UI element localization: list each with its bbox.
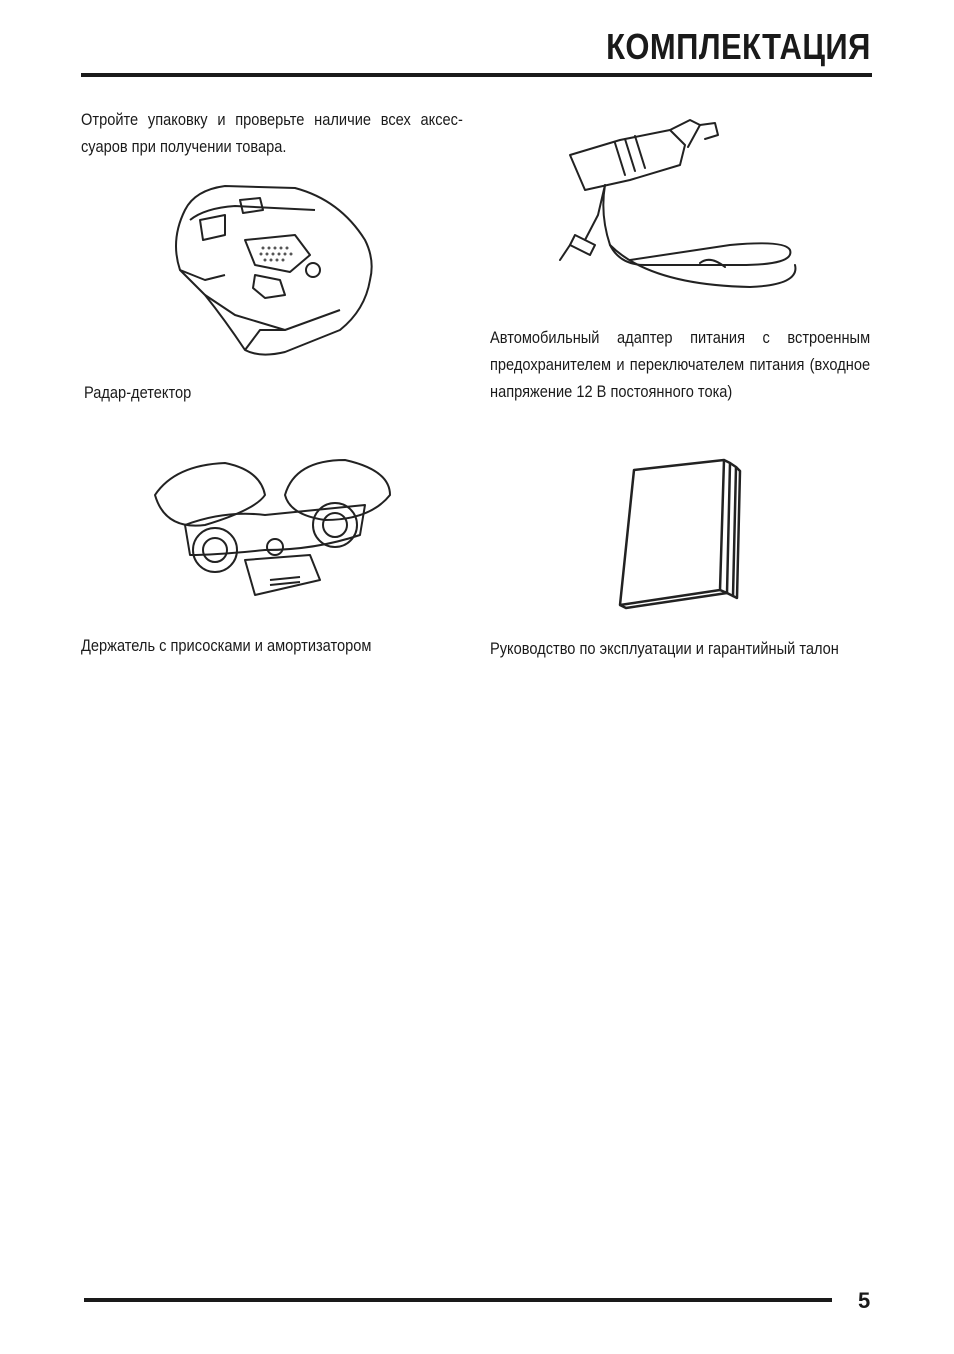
- intro-text: Отройте упаковку и проверьте наличие всех аксес-суаров при получении товара.: [81, 110, 463, 156]
- radar-detector-label: Радар-детектор: [84, 383, 192, 402]
- car-adapter-label: Автомобильный адаптер питания с встроенным предохранителем и переключателем питания (входное напряжение 12 В постоянного тока): [490, 328, 871, 401]
- radar-detector-illustration: [165, 180, 380, 360]
- page-number: 5: [858, 1288, 871, 1313]
- page-title: КОМПЛЕКТАЦИЯ: [606, 26, 871, 67]
- car-adapter-illustration: [550, 115, 805, 305]
- footer-divider: [84, 1298, 832, 1302]
- suction-holder-label: Держатель с присосками и амортизатором: [81, 636, 372, 655]
- manual-label: Руководство по эксплуатации и гарантийный талон: [490, 639, 839, 658]
- suction-holder-illustration: [145, 455, 395, 605]
- title-divider: [81, 73, 872, 77]
- manual-booklet-illustration: [612, 455, 747, 615]
